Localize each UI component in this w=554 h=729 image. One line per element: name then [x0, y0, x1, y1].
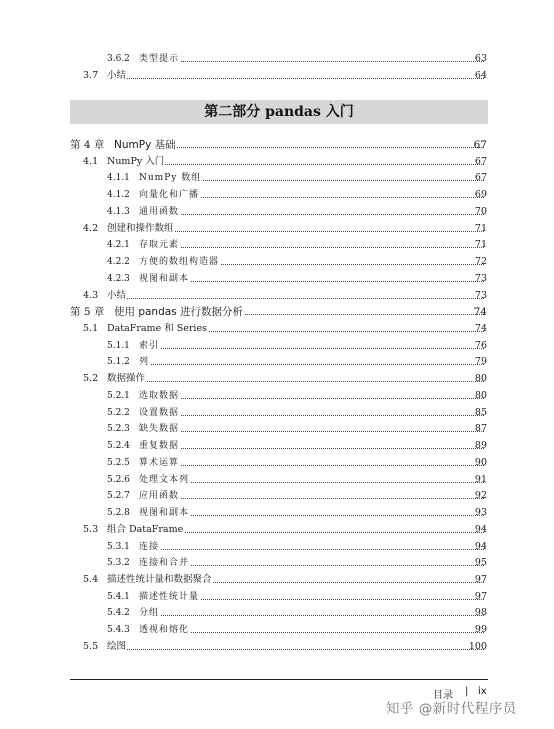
toc-leader-dots — [139, 448, 484, 449]
toc-entry-title: 创建和操作数组 — [107, 221, 175, 237]
toc-leader-dots — [139, 549, 484, 550]
toc-entry-title: 数据操作 — [107, 371, 146, 387]
toc-entry-number: 3.7 — [83, 70, 99, 81]
toc-leader-dots — [139, 615, 484, 616]
toc-entry-number: 5.1.1 — [107, 340, 130, 351]
toc-entry[interactable] — [0, 622, 554, 638]
toc-entry-page: 94 — [474, 523, 487, 535]
toc-entry-page: 71 — [474, 239, 487, 251]
toc-entry-title: 缺失数据 — [139, 421, 180, 437]
toc-leader-dots — [107, 298, 484, 299]
toc-entry-title: 处理文本列 — [139, 472, 190, 488]
footer-rule — [70, 679, 488, 680]
toc-entry-page: 67 — [474, 172, 487, 184]
toc-leader-dots — [139, 482, 484, 483]
toc-leader-dots — [139, 247, 484, 248]
toc-leader-dots — [139, 565, 484, 566]
toc-entry-page: 93 — [474, 507, 487, 519]
toc-entry[interactable] — [0, 555, 554, 571]
toc-entry[interactable] — [0, 137, 554, 153]
toc-entry-page: 71 — [474, 222, 487, 234]
toc-entry[interactable] — [0, 254, 554, 270]
toc-entry-page: 80 — [474, 373, 487, 385]
toc-entry-title: 使用 pandas 进行数据分析 — [114, 306, 243, 319]
toc-entry-title: 小结 — [107, 68, 127, 84]
toc-entry[interactable] — [0, 388, 554, 404]
toc-entry-page: 89 — [474, 440, 487, 452]
toc-entry-number: 4.1.1 — [107, 173, 130, 184]
toc-entry-number: 第 4 章 — [70, 139, 105, 151]
toc-entry-number: 4.1 — [83, 155, 99, 167]
toc-entry-number: 4.2 — [83, 222, 99, 234]
part-banner: 第二部分 pandas 入门 — [70, 100, 488, 124]
toc-entry[interactable] — [0, 605, 554, 621]
toc-entry-page: 67 — [473, 139, 487, 151]
toc-entry[interactable] — [0, 304, 554, 320]
toc-leader-dots — [139, 214, 484, 215]
toc-leader-dots — [139, 364, 484, 365]
toc-entry-number: 5.2.5 — [107, 457, 130, 468]
toc-entry-page: 72 — [474, 256, 487, 268]
toc-leader-dots — [107, 78, 484, 79]
toc-entry-title: DataFrame 和 Series — [107, 321, 208, 337]
toc-entry-page: 97 — [474, 590, 487, 602]
toc-entry-title: 应用函数 — [139, 488, 180, 504]
toc-leader-dots — [139, 632, 484, 633]
toc-entry-title: 视图和副本 — [139, 271, 190, 287]
toc-entry-title: 视图和副本 — [139, 505, 190, 521]
toc-entry[interactable] — [0, 488, 554, 504]
toc-entry[interactable] — [0, 438, 554, 454]
toc-entry-page: 64 — [474, 70, 487, 81]
toc-entry-title: 描述性统计量 — [139, 589, 200, 605]
toc-entry[interactable] — [0, 354, 554, 370]
toc-entry-number: 5.4.1 — [107, 591, 130, 602]
toc-entry-number: 5.2.7 — [107, 491, 130, 502]
toc-entry-number: 5.5 — [83, 640, 99, 652]
toc-entry-number: 5.2.8 — [107, 508, 130, 519]
toc-entry-title: 组合 DataFrame — [107, 522, 184, 538]
toc-entry[interactable] — [0, 371, 554, 387]
toc-entry-title: NumPy 基础 — [114, 139, 176, 151]
toc-entry[interactable] — [0, 187, 554, 203]
toc-leader-dots — [139, 498, 484, 499]
toc-entry[interactable] — [0, 405, 554, 421]
toc-entry-page: 70 — [474, 205, 487, 217]
toc-entry-number: 5.2.4 — [107, 441, 130, 452]
toc-entry[interactable] — [0, 170, 554, 186]
toc-leader-dots — [139, 515, 484, 516]
toc-entry[interactable] — [0, 338, 554, 354]
toc-leader-dots — [139, 281, 484, 282]
toc-entry-page: 74 — [474, 323, 487, 335]
toc-entry-page: 69 — [474, 189, 487, 201]
toc-entry-page: 100 — [468, 640, 487, 652]
toc-entry-number: 4.1.2 — [107, 190, 130, 201]
toc-entry-number: 4.2.1 — [107, 240, 130, 251]
toc-entry[interactable] — [0, 455, 554, 471]
footer-separator: | — [465, 686, 469, 697]
toc-entry-page: 85 — [474, 406, 487, 418]
toc-entry[interactable] — [0, 271, 554, 287]
toc-entry-title: 设置数据 — [139, 405, 180, 421]
toc-entry-number: 4.3 — [83, 289, 99, 301]
toc-entry-number: 5.4.2 — [107, 608, 130, 619]
toc-entry[interactable] — [0, 237, 554, 253]
toc-entry-title: 类型提示 — [139, 51, 180, 67]
toc-entry[interactable] — [0, 421, 554, 437]
toc-entry-number: 5.1 — [83, 323, 99, 335]
toc-entry[interactable] — [0, 154, 554, 170]
toc-entry[interactable] — [0, 472, 554, 488]
toc-entry-number: 5.3.2 — [107, 558, 130, 569]
toc-entry-page: 98 — [474, 607, 487, 619]
watermark: 知乎 @新时代程序员 — [386, 701, 517, 717]
footer-section-label: 目录 — [433, 690, 453, 701]
toc-entry-number: 3.6.2 — [107, 54, 130, 64]
toc-entry-title: 存取元素 — [139, 237, 180, 253]
toc-entry-title: 列 — [139, 354, 150, 370]
toc-leader-dots — [107, 381, 484, 382]
toc-entry-number: 5.4 — [83, 573, 99, 585]
toc-entry-title: 描述性统计量和数据聚合 — [107, 572, 213, 588]
toc-entry-page: 87 — [474, 423, 487, 435]
footer-page-number: ix — [478, 686, 487, 697]
toc-entry-number: 4.2.3 — [107, 273, 130, 284]
toc-entry[interactable] — [0, 505, 554, 521]
toc-entry-number: 5.2.2 — [107, 407, 130, 418]
toc-entry-page: 63 — [474, 53, 487, 64]
toc-entry-number: 5.3.1 — [107, 541, 130, 552]
toc-entry-title: 方便的数组构造器 — [139, 254, 220, 270]
toc-entry-page: 73 — [474, 289, 487, 301]
toc-entry-title: 绘图 — [107, 639, 127, 655]
toc-entry-title: 小结 — [107, 288, 127, 304]
toc-entry-title: 通用函数 — [139, 204, 180, 220]
toc-entry[interactable] — [0, 522, 554, 538]
toc-entry-page: 80 — [474, 389, 487, 401]
toc-entry[interactable] — [0, 321, 554, 337]
toc-entry-number: 4.2.2 — [107, 257, 130, 268]
toc-leader-dots — [139, 61, 484, 62]
toc-entry[interactable] — [0, 589, 554, 605]
toc-leader-dots — [139, 415, 484, 416]
toc-entry[interactable] — [0, 639, 554, 655]
toc-leader-dots — [139, 465, 484, 466]
toc-entry-title: 透视和熔化 — [139, 622, 190, 638]
toc-entry-page: 94 — [474, 540, 487, 552]
toc-entry-page: 99 — [474, 624, 487, 636]
toc-entry-title: NumPy 数组 — [139, 170, 202, 186]
toc-entry-page: 73 — [474, 272, 487, 284]
toc-entry-title: 连接和合并 — [139, 555, 190, 571]
toc-entry-number: 5.2.1 — [107, 390, 130, 401]
toc-entry-number: 5.2.6 — [107, 474, 130, 485]
toc-entry-page: 92 — [474, 490, 487, 502]
toc-entry-number: 5.4.3 — [107, 625, 130, 636]
toc-entry[interactable] — [0, 288, 554, 304]
toc-entry[interactable] — [0, 204, 554, 220]
toc-entry-number: 5.1.2 — [107, 357, 130, 368]
toc-entry-page: 90 — [474, 456, 487, 468]
toc-entry[interactable] — [0, 539, 554, 555]
toc-entry-page: 97 — [474, 573, 487, 585]
toc-entry[interactable] — [0, 572, 554, 588]
toc-entry-title: 向量化和广播 — [139, 187, 200, 203]
toc-leader-dots — [139, 431, 484, 432]
toc-entry-page: 67 — [474, 155, 487, 167]
toc-entry-title: 索引 — [139, 338, 160, 354]
toc-entry-page: 79 — [474, 356, 487, 368]
toc-entry-number: 5.2.3 — [107, 424, 130, 435]
toc-leader-dots — [107, 649, 484, 650]
toc-entry-title: 连接 — [139, 539, 160, 555]
toc-entry[interactable] — [0, 51, 554, 67]
toc-entry-number: 5.3 — [83, 523, 99, 535]
toc-leader-dots — [139, 348, 484, 349]
toc-entry-page: 95 — [474, 557, 487, 569]
toc-entry-number: 4.1.3 — [107, 206, 130, 217]
toc-entry-title: NumPy 入门 — [107, 154, 165, 170]
toc-entry-page: 91 — [474, 473, 487, 485]
toc-entry-title: 分组 — [139, 605, 160, 621]
toc-entry[interactable] — [0, 221, 554, 237]
toc-entry-page: 76 — [474, 339, 487, 351]
toc-entry-number: 5.2 — [83, 373, 99, 385]
toc-leader-dots — [139, 398, 484, 399]
toc-entry-title: 算术运算 — [139, 455, 180, 471]
toc-entry-page: 74 — [473, 306, 487, 319]
toc-entry-number: 第 5 章 — [70, 306, 105, 319]
toc-entry-title: 重复数据 — [139, 438, 180, 454]
toc-entry-title: 选取数据 — [139, 388, 180, 404]
toc-entry[interactable] — [0, 68, 554, 84]
